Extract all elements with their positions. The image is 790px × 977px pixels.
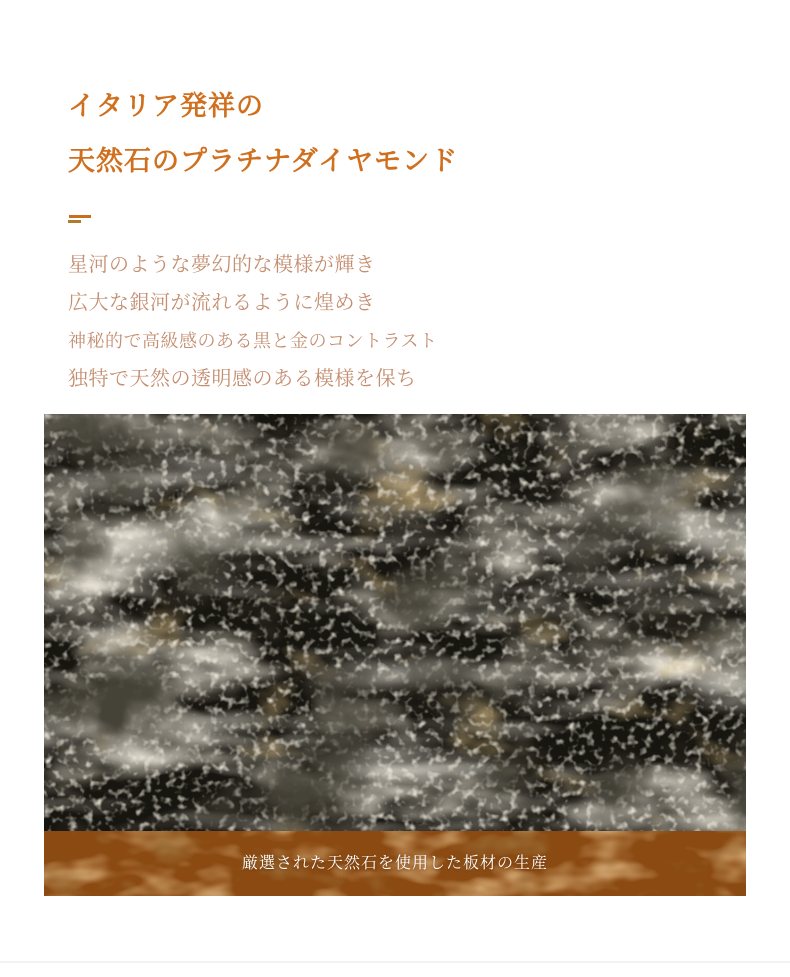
title-line-2: 天然石のプラチナダイヤモンド <box>68 146 459 176</box>
intro-section <box>0 0 790 391</box>
feature-item-3: 神秘的で高級感のある黒と金のコントラスト <box>68 331 438 351</box>
granite-texture-image <box>44 414 746 896</box>
section-title <box>68 93 750 175</box>
bottom-divider <box>0 961 790 963</box>
stone-photo-figure <box>44 414 746 896</box>
accent-dash-bottom-bar <box>68 220 81 223</box>
title-line-1: イタリア発祥の <box>68 91 264 121</box>
feature-item-2: 広大な銀河が流れるように煌めき <box>68 292 376 314</box>
title-accent-dash <box>68 215 92 224</box>
feature-item-1: 星河のような夢幻的な模様が輝き <box>68 254 376 276</box>
feature-item-4: 独特で天然の透明感のある模様を保ち <box>68 368 417 390</box>
stone-caption: 厳選された天然石を使用した板材の生産 <box>241 855 548 872</box>
feature-list <box>68 253 750 391</box>
accent-dash-top-bar <box>69 215 91 218</box>
